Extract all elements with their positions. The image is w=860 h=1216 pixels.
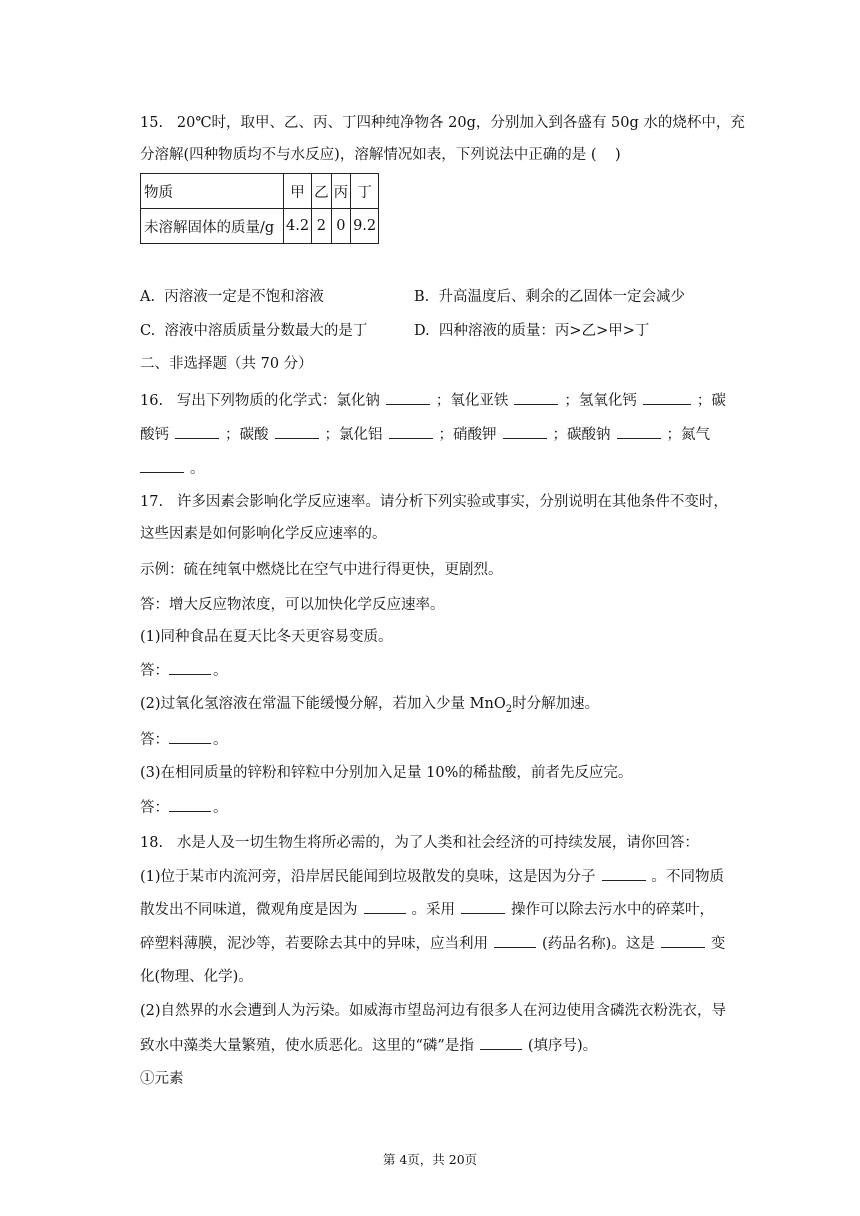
q17-sub3: (3)在相同质量的锌粉和锌粒中分别加入足量 10%的稀盐酸，前者先反应完。	[140, 765, 633, 781]
table-cell: 未溶解固体的质量/g	[141, 209, 284, 244]
answer-blank	[602, 866, 646, 881]
answer-label: 答：	[140, 732, 169, 748]
q16-text: ；氧化亚铁	[435, 393, 509, 409]
answer-blank	[169, 729, 211, 744]
q15-option-b: B. 升高温度后、剩余的乙固体一定会减少	[414, 289, 685, 305]
q16-line2	[140, 424, 710, 445]
answer-blank	[275, 424, 319, 439]
q17-answer-2	[140, 729, 228, 750]
solubility-table	[140, 173, 379, 244]
q16-text: ；氯化铝	[324, 427, 383, 443]
q18-text: (药品名称)。这是	[542, 936, 655, 952]
section-heading: 二、非选择题（共 70 分）	[140, 356, 313, 372]
q18-line4	[140, 933, 725, 954]
answer-end: 。	[213, 800, 228, 816]
q15-option-a: A. 丙溶液一定是不饱和溶液	[140, 289, 324, 305]
table-header-cell: 物质	[141, 174, 284, 209]
q15-option-c: C. 溶液中溶质质量分数最大的是丁	[140, 323, 368, 339]
q17-sub1: (1)同种食品在夏天比冬天更容易变质。	[140, 629, 393, 645]
answer-blank	[386, 390, 430, 405]
q18-line5: 化(物理、化学)。	[140, 969, 253, 985]
q18-text: 。不同物质	[651, 869, 725, 885]
q18-text: (填序号)。	[527, 1038, 598, 1054]
answer-label: 答：	[140, 800, 169, 816]
table-row	[141, 174, 379, 209]
answer-blank	[661, 933, 705, 948]
q16-text: ；碳酸钠	[552, 427, 611, 443]
q17-example-answer: 答：增大反应物浓度，可以加快化学反应速率。	[140, 597, 445, 613]
answer-blank	[461, 899, 505, 914]
answer-blank	[480, 1035, 522, 1050]
answer-end: 。	[213, 663, 228, 679]
q17-sub2-text: 时分解加速。	[512, 696, 600, 712]
q16-text: ；硝酸钾	[438, 427, 497, 443]
answer-blank	[389, 424, 433, 439]
q16-text: ；氢氧化钙	[564, 393, 637, 409]
q18-text: 变	[710, 936, 726, 952]
q18-text: (1)位于某市内流河旁，沿岸居民能闻到垃圾散发的臭味，这是因为分子	[140, 869, 596, 885]
q15-line1: 15. 20℃时，取甲、乙、丙、丁四种纯净物各 20g，分别加入到各盛有 50g 水的烧杯中，充	[140, 115, 745, 131]
table-header-cell: 丙	[331, 174, 351, 209]
q16-text: ；碳	[696, 393, 726, 409]
q17-example: 示例：硫在纯氧中燃烧比在空气中进行得更快，更剧烈。	[140, 562, 503, 578]
q18-text: 致水中藻类大量繁殖，使水质恶化。这里的“磷”是指	[140, 1038, 474, 1054]
answer-blank	[503, 424, 547, 439]
q17-sub2-text: (2)过氧化氢溶液在常温下能缓慢分解，若加入少量 MnO	[140, 696, 506, 712]
q18-line8: ①元素	[140, 1071, 184, 1087]
answer-blank	[175, 424, 219, 439]
q18-line3	[140, 899, 714, 920]
q15-line2: 分溶解(四种物质均不与水反应)，溶解情况如表，下列说法中正确的是 ( )	[140, 147, 621, 163]
answer-blank	[169, 660, 211, 675]
answer-blank	[169, 797, 211, 812]
table-header-cell: 乙	[312, 174, 332, 209]
table-cell: 2	[312, 209, 332, 244]
q17-line1: 17. 许多因素会影响化学反应速率。请分析下列实验或事实，分别说明在其他条件不变时，	[140, 494, 728, 510]
q18-line1: 18. 水是人及一切生物生将所必需的，为了人类和社会经济的可持续发展，请你回答：	[140, 835, 699, 851]
answer-blank	[494, 933, 536, 948]
q18-text: 。采用	[411, 902, 455, 918]
answer-blank	[364, 899, 406, 914]
q16-text: 酸钙	[140, 427, 169, 443]
answer-blank	[617, 424, 661, 439]
subscript: 2	[505, 703, 513, 715]
table-cell: 0	[331, 209, 351, 244]
q16-text: 16. 写出下列物质的化学式：氯化钠	[140, 393, 380, 409]
q16-line3	[140, 458, 205, 479]
q16-text: ；碳酸	[225, 427, 269, 443]
q18-text: 散发出不同味道，微观角度是因为	[140, 902, 358, 918]
q16-text: 。	[190, 461, 205, 477]
answer-label: 答：	[140, 663, 169, 679]
q18-line2	[140, 866, 724, 887]
q18-line6: (2)自然界的水会遭到人为污染。如威海市望岛河边有很多人在河边使用含磷洗衣粉洗衣，导	[140, 1003, 727, 1019]
table-header-cell: 甲	[284, 174, 312, 209]
q15-option-d: D. 四种溶液的质量：丙>乙>甲>丁	[414, 323, 650, 339]
table-cell: 9.2	[351, 209, 379, 244]
q17-line2: 这些因素是如何影响化学反应速率的。	[140, 526, 387, 542]
table-cell: 4.2	[284, 209, 312, 244]
q18-line7	[140, 1035, 597, 1056]
table-header-cell: 丁	[351, 174, 379, 209]
answer-blank	[140, 458, 184, 473]
q18-text: 操作可以除去污水中的碎菜叶，	[511, 902, 714, 918]
q17-sub2	[140, 694, 599, 720]
table-row	[141, 209, 379, 244]
q17-answer-3	[140, 797, 228, 818]
q17-answer-1	[140, 660, 228, 681]
answer-blank	[514, 390, 558, 405]
answer-blank	[643, 390, 691, 405]
q18-text: 碎塑料薄膜，泥沙等，若要除去其中的异味，应当利用	[140, 936, 488, 952]
q16-line1	[140, 390, 726, 411]
page-footer: 第 4页，共 20页	[382, 1152, 478, 1167]
answer-end: 。	[213, 732, 228, 748]
q16-text: ；氮气	[666, 427, 710, 443]
